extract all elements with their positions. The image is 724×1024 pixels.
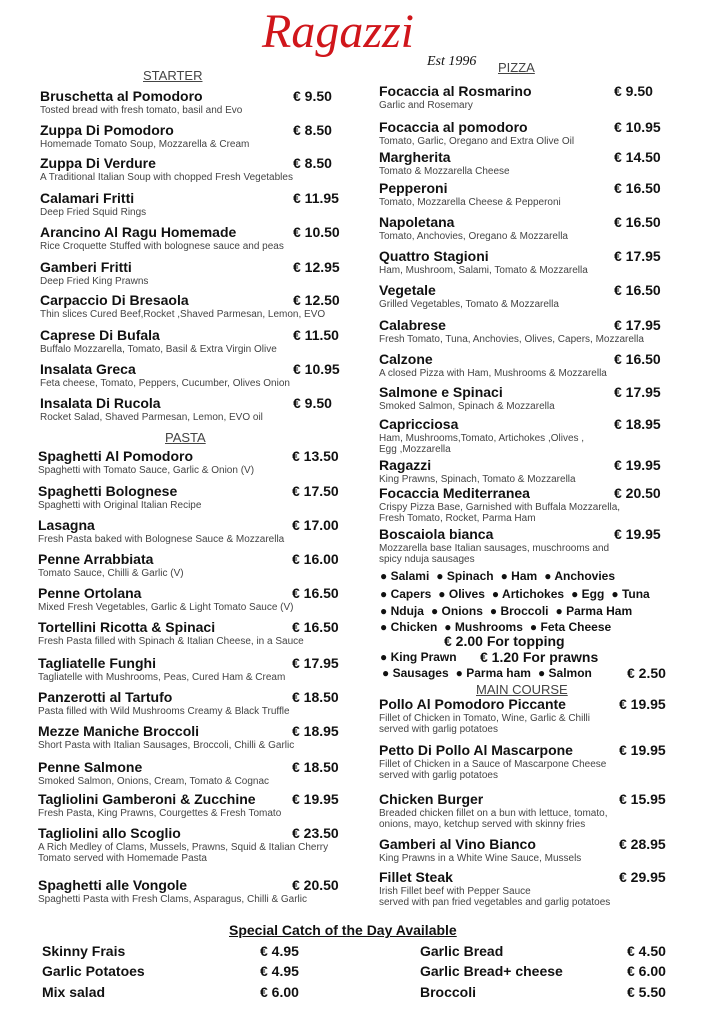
- menu-item-description: Spaghetti with Original Italian Recipe: [38, 500, 202, 511]
- menu-item-price: € 16.00: [292, 551, 339, 567]
- topping-row: [380, 620, 611, 634]
- topping-label: Parma ham: [466, 666, 531, 680]
- topping-label: King Prawn: [390, 650, 457, 664]
- menu-item-description: Tomato Sauce, Chilli & Garlic (V): [38, 568, 184, 579]
- menu-item-description: Pasta filled with Wild Mushrooms Creamy & Black Truffle: [38, 706, 290, 717]
- menu-item-name: Tagliolini Gamberoni & Zucchine: [38, 791, 256, 807]
- topping-row: [380, 569, 615, 583]
- menu-item-description: Smoked Salmon, Spinach & Mozzarella: [379, 401, 555, 412]
- menu-item-description: King Prawns in a White Wine Sauce, Mussels: [379, 853, 582, 864]
- menu-item-price: € 10.50: [293, 224, 340, 240]
- side-item-name: Skinny Frais: [42, 943, 126, 959]
- menu-item-name: Gamberi al Vino Bianco: [379, 836, 536, 852]
- menu-item-name: Capricciosa: [379, 416, 459, 432]
- topping-option: [380, 620, 437, 634]
- menu-item-description: Fresh Pasta, King Prawns, Courgettes & Fresh Tomato: [38, 808, 282, 819]
- menu-item-description: Tomato & Mozzarella Cheese: [379, 166, 510, 177]
- menu-item-name: Lasagna: [38, 517, 95, 533]
- topping-label: Anchovies: [554, 569, 616, 583]
- bullet-icon: ●: [438, 587, 446, 601]
- menu-item-name: Penne Salmone: [38, 759, 143, 775]
- menu-item-description: Buffalo Mozzarella, Tomato, Basil & Extra Virgin Olive: [40, 344, 277, 355]
- menu-item-price: € 19.95: [292, 791, 339, 807]
- menu-item-name: Petto Di Pollo Al Mascarpone: [379, 742, 573, 758]
- menu-item-name: Zuppa Di Verdure: [40, 155, 156, 171]
- menu-item-description: onions, mayo, ketchup served with skinny fries: [379, 819, 586, 830]
- topping-label: Salmon: [548, 666, 592, 680]
- topping-option: [380, 604, 424, 618]
- menu-item-price: € 15.95: [619, 791, 666, 807]
- menu-item-name: Mezze Maniche Broccoli: [38, 723, 200, 739]
- topping-option: [380, 650, 457, 664]
- menu-item-name: Calzone: [379, 351, 433, 367]
- menu-item-description: served with pan fried vegetables and garlig potatoes: [379, 897, 611, 908]
- bullet-icon: ●: [444, 620, 452, 634]
- side-item-name: Mix salad: [42, 984, 106, 1000]
- menu-item-description: Rice Croquette Stuffed with bolognese sauce and peas: [40, 241, 284, 252]
- section-starter: STARTER: [143, 68, 203, 83]
- section-pasta: PASTA: [165, 430, 206, 445]
- menu-item-price: € 16.50: [292, 619, 339, 635]
- menu-item-description: Tosted bread with fresh tomato, basil and Evo: [40, 105, 243, 116]
- topping-option: [380, 569, 429, 583]
- menu-item-description: Smoked Salmon, Onions, Cream, Tomato & Cognac: [38, 776, 270, 787]
- side-item-name: Garlic Bread+ cheese: [420, 963, 563, 979]
- menu-item-description: Homemade Tomato Soup, Mozzarella & Cream: [40, 139, 250, 150]
- topping-label: Spinach: [446, 569, 494, 583]
- menu-item-name: Tagliolini allo Scoglio: [38, 825, 181, 841]
- menu-item-description: spicy nduja sausages: [379, 554, 475, 565]
- topping-label: Mushrooms: [454, 620, 523, 634]
- menu-item-price: € 19.95: [614, 526, 661, 542]
- topping-row: [380, 604, 632, 618]
- topping-row: [382, 666, 592, 680]
- menu-item-price: € 19.95: [619, 696, 666, 712]
- menu-item-name: Penne Arrabbiata: [38, 551, 154, 567]
- menu-item-price: € 17.95: [614, 384, 661, 400]
- bullet-icon: ●: [380, 604, 388, 618]
- menu-item-price: € 18.50: [292, 689, 339, 705]
- menu-item-name: Zuppa Di Pomodoro: [40, 122, 174, 138]
- menu-item-description: Thin slices Cured Beef,Rocket ,Shaved Parmesan, Lemon, EVO: [40, 309, 326, 320]
- bullet-icon: ●: [380, 620, 388, 634]
- menu-item-description: Fresh Pasta baked with Bolognese Sauce & Mozzarella: [38, 534, 285, 545]
- topping-option: [444, 620, 523, 634]
- menu-item-name: Pollo Al Pomodoro Piccante: [379, 696, 566, 712]
- topping-row: [380, 587, 650, 601]
- topping-label: Olives: [448, 587, 485, 601]
- topping-label: Feta Cheese: [540, 620, 612, 634]
- menu-item-price: € 19.95: [619, 742, 666, 758]
- topping-option: [530, 620, 611, 634]
- menu-item-price: € 8.50: [293, 155, 332, 171]
- menu-item-price: € 17.95: [614, 317, 661, 333]
- menu-item-description: Tomato, Anchovies, Oregano & Mozzarella: [379, 231, 568, 242]
- menu-item-description: Grilled Vegetables, Tomato & Mozzarella: [379, 299, 559, 310]
- menu-item-price: € 11.95: [293, 190, 339, 206]
- bullet-icon: ●: [489, 604, 498, 618]
- menu-item-price: € 16.50: [292, 585, 339, 601]
- menu-item-price: € 8.50: [293, 122, 332, 138]
- topping-option: [490, 604, 549, 618]
- menu-item-description: Ham, Mushrooms,Tomato, Artichokes ,Olives ,: [379, 433, 585, 444]
- topping-option: [380, 587, 431, 601]
- side-item-price: € 5.50: [627, 984, 666, 1000]
- menu-item-name: Carpaccio Di Bresaola: [40, 292, 189, 308]
- menu-item-description: Ham, Mushroom, Salami, Tomato & Mozzarella: [379, 265, 588, 276]
- bullet-icon: ●: [382, 666, 390, 680]
- menu-item-name: Tortellini Ricotta & Spinaci: [38, 619, 216, 635]
- menu-item-description: Fresh Pasta filled with Spinach & Italian Cheese, in a Sauce: [38, 636, 304, 647]
- menu-item-name: Spaghetti Bolognese: [38, 483, 178, 499]
- menu-item-name: Spaghetti Al Pomodoro: [38, 448, 194, 464]
- bullet-icon: ●: [380, 587, 388, 601]
- menu-item-description: Fresh Tomato, Tuna, Anchovies, Olives, Capers, Mozzarella: [379, 334, 644, 345]
- topping-label: Nduja: [390, 604, 424, 618]
- menu-item-name: Penne Ortolana: [38, 585, 142, 601]
- menu-item-description: Fillet of Chicken in Tomato, Wine, Garlic & Chilli: [379, 713, 590, 724]
- bullet-icon: ●: [537, 666, 546, 680]
- premium-topping-price: € 2.50: [627, 665, 666, 681]
- topping-option: [438, 587, 485, 601]
- menu-item-description: Egg ,Mozzarella: [379, 444, 451, 455]
- menu-item-description: Feta cheese, Tomato, Peppers, Cucumber, Olives Onion: [40, 378, 290, 389]
- menu-item-name: Calamari Fritti: [40, 190, 135, 206]
- menu-item-price: € 18.50: [292, 759, 339, 775]
- section-pizza: PIZZA: [498, 60, 535, 75]
- menu-item-description: Crispy Pizza Base, Garnished with Buffala Mozzarella,: [379, 502, 621, 513]
- side-item-name: Garlic Potatoes: [42, 963, 145, 979]
- menu-item-price: € 29.95: [619, 869, 666, 885]
- menu-item-name: Ragazzi: [379, 457, 432, 473]
- topping-label: Broccoli: [500, 604, 549, 618]
- topping-option: [431, 604, 483, 618]
- menu-item-description: Mozzarella base Italian sausages, muschrooms and: [379, 543, 610, 554]
- side-item-price: € 4.95: [260, 963, 299, 979]
- menu-item-description: A Rich Medley of Clams, Mussels, Prawns, Squid & Italian Cherry: [38, 842, 329, 853]
- menu-item-description: A Traditional Italian Soup with chopped Fresh Vegetables: [40, 172, 293, 183]
- menu-item-name: Tagliatelle Funghi: [38, 655, 156, 671]
- menu-item-price: € 20.50: [614, 485, 661, 501]
- menu-item-description: Tomato, Garlic, Oregano and Extra Olive Oil: [379, 136, 575, 147]
- topping-option: [538, 666, 592, 680]
- menu-item-price: € 17.50: [292, 483, 339, 499]
- established-year: Est 1996: [427, 54, 477, 69]
- menu-item-price: € 13.50: [292, 448, 339, 464]
- menu-item-name: Calabrese: [379, 317, 446, 333]
- bullet-icon: ●: [611, 587, 619, 601]
- ragazzi-logo: Ragazzi: [262, 5, 415, 58]
- menu-item-name: Spaghetti alle Vongole: [38, 877, 188, 893]
- menu-item-price: € 9.50: [614, 83, 653, 99]
- topping-label: Artichokes: [502, 587, 565, 601]
- menu-item-price: € 16.50: [614, 282, 661, 298]
- prawn-price: € 1.20 For prawns: [480, 649, 599, 665]
- special-catch-heading: Special Catch of the Day Available: [229, 922, 457, 938]
- menu-item-price: € 18.95: [614, 416, 661, 432]
- topping-label: Egg: [581, 587, 605, 601]
- menu-item-price: € 19.95: [614, 457, 661, 473]
- bullet-icon: ●: [455, 666, 463, 680]
- menu-item-description: Irish Fillet beef with Pepper Sauce: [379, 886, 531, 897]
- menu-item-price: € 28.95: [619, 836, 666, 852]
- menu-item-description: Spaghetti with Tomato Sauce, Garlic & Onion (V): [38, 465, 255, 476]
- menu-item-price: € 16.50: [614, 351, 661, 367]
- topping-label: Chicken: [390, 620, 438, 634]
- menu-item-price: € 14.50: [614, 149, 661, 165]
- menu-item-name: Gamberi Fritti: [40, 259, 132, 275]
- menu-item-name: Fillet Steak: [379, 869, 453, 885]
- topping-option: [436, 569, 493, 583]
- side-item-name: Broccoli: [420, 984, 477, 1000]
- topping-option: [382, 666, 449, 680]
- topping-option: [571, 587, 604, 601]
- menu-item-price: € 16.50: [614, 214, 661, 230]
- menu-item-name: Arancino Al Ragu Homemade: [40, 224, 237, 240]
- menu-item-name: Caprese Di Bufala: [40, 327, 160, 343]
- menu-item-name: Napoletana: [379, 214, 455, 230]
- topping-option: [492, 587, 564, 601]
- menu-item-name: Insalata Greca: [40, 361, 136, 377]
- menu-item-description: Garlic and Rosemary: [379, 100, 473, 111]
- menu-item-description: Short Pasta with Italian Sausages, Broccoli, Chilli & Garlic: [38, 740, 295, 751]
- topping-label: Sausages: [392, 666, 449, 680]
- menu-item-description: Deep Fried Squid Rings: [40, 207, 147, 218]
- bullet-icon: ●: [380, 569, 388, 583]
- menu-item-price: € 10.95: [293, 361, 340, 377]
- menu-item-name: Focaccia al pomodoro: [379, 119, 528, 135]
- menu-item-description: served with garlig potatoes: [379, 724, 498, 735]
- side-item-name: Garlic Bread: [420, 943, 504, 959]
- topping-price: € 2.00 For topping: [444, 633, 565, 649]
- bullet-icon: ●: [500, 569, 508, 583]
- menu-item-description: A closed Pizza with Ham, Mushrooms & Mozzarella: [379, 368, 607, 379]
- menu-item-name: Panzerotti al Tartufo: [38, 689, 173, 705]
- topping-label: Ham: [511, 569, 538, 583]
- menu-item-name: Pepperoni: [379, 180, 448, 196]
- menu-item-description: Breaded chicken fillet on a bun with lettuce, tomato,: [379, 808, 608, 819]
- menu-item-description: Spaghetti Pasta with Fresh Clams, Asparagus, Chilli & Garlic: [38, 894, 307, 905]
- menu-item-price: € 18.95: [292, 723, 339, 739]
- menu-item-price: € 16.50: [614, 180, 661, 196]
- menu-item-price: € 10.95: [614, 119, 661, 135]
- topping-label: Parma Ham: [566, 604, 633, 618]
- menu-item-price: € 12.50: [293, 292, 340, 308]
- bullet-icon: ●: [544, 569, 552, 583]
- menu-item-description: King Prawns, Spinach, Tomato & Mozzarella: [379, 474, 576, 485]
- menu-item-name: Focaccia al Rosmarino: [379, 83, 532, 99]
- menu-item-name: Bruschetta al Pomodoro: [40, 88, 203, 104]
- topping-option: [501, 569, 538, 583]
- menu-item-description: Mixed Fresh Vegetables, Garlic & Light Tomato Sauce (V): [38, 602, 294, 613]
- menu-item-description: Rocket Salad, Shaved Parmesan, Lemon, EVO oil: [40, 412, 263, 423]
- topping-row: [380, 650, 457, 664]
- menu-item-name: Chicken Burger: [379, 791, 484, 807]
- menu-item-price: € 17.95: [292, 655, 339, 671]
- menu-item-price: € 11.50: [293, 327, 339, 343]
- side-item-price: € 4.95: [260, 943, 299, 959]
- menu-item-name: Margherita: [379, 149, 451, 165]
- menu-item-description: Fillet of Chicken in a Sauce of Mascarpone Cheese: [379, 759, 607, 770]
- menu-item-price: € 9.50: [293, 395, 332, 411]
- menu-item-price: € 17.00: [292, 517, 339, 533]
- topping-label: Tuna: [621, 587, 650, 601]
- menu-item-name: Quattro Stagioni: [379, 248, 489, 264]
- menu-item-description: Fresh Tomato, Rocket, Parma Ham: [379, 513, 536, 524]
- menu-item-price: € 23.50: [292, 825, 339, 841]
- menu-item-name: Salmone e Spinaci: [379, 384, 503, 400]
- bullet-icon: ●: [436, 569, 444, 583]
- menu-item-price: € 20.50: [292, 877, 339, 893]
- menu-item-description: served with garlig potatoes: [379, 770, 498, 781]
- menu-item-description: Tomato served with Homemade Pasta: [38, 853, 207, 864]
- menu-item-price: € 9.50: [293, 88, 332, 104]
- side-item-price: € 6.00: [260, 984, 299, 1000]
- menu-item-name: Insalata Di Rucola: [40, 395, 161, 411]
- bullet-icon: ●: [430, 604, 439, 618]
- topping-option: [611, 587, 649, 601]
- bullet-icon: ●: [571, 587, 579, 601]
- bullet-icon: ●: [380, 650, 388, 664]
- topping-label: Onions: [441, 604, 483, 618]
- topping-label: Capers: [390, 587, 432, 601]
- menu-item-price: € 17.95: [614, 248, 661, 264]
- menu-item-name: Boscaiola bianca: [379, 526, 494, 542]
- topping-option: [555, 604, 632, 618]
- topping-option: [544, 569, 615, 583]
- bullet-icon: ●: [529, 620, 538, 634]
- side-item-price: € 4.50: [627, 943, 666, 959]
- menu-item-name: Vegetale: [379, 282, 436, 298]
- menu-item-description: Tagliatelle with Mushrooms, Peas, Cured Ham & Cream: [38, 672, 286, 683]
- menu-item-price: € 12.95: [293, 259, 340, 275]
- side-item-price: € 6.00: [627, 963, 666, 979]
- bullet-icon: ●: [491, 587, 500, 601]
- topping-label: Salami: [390, 569, 430, 583]
- menu-item-description: Deep Fried King Prawns: [40, 276, 149, 287]
- bullet-icon: ●: [555, 604, 563, 618]
- menu-item-description: Tomato, Mozzarella Cheese & Pepperoni: [379, 197, 561, 208]
- menu-item-name: Focaccia Mediterranea: [379, 485, 530, 501]
- topping-option: [456, 666, 531, 680]
- section-main-course: MAIN COURSE: [476, 682, 568, 697]
